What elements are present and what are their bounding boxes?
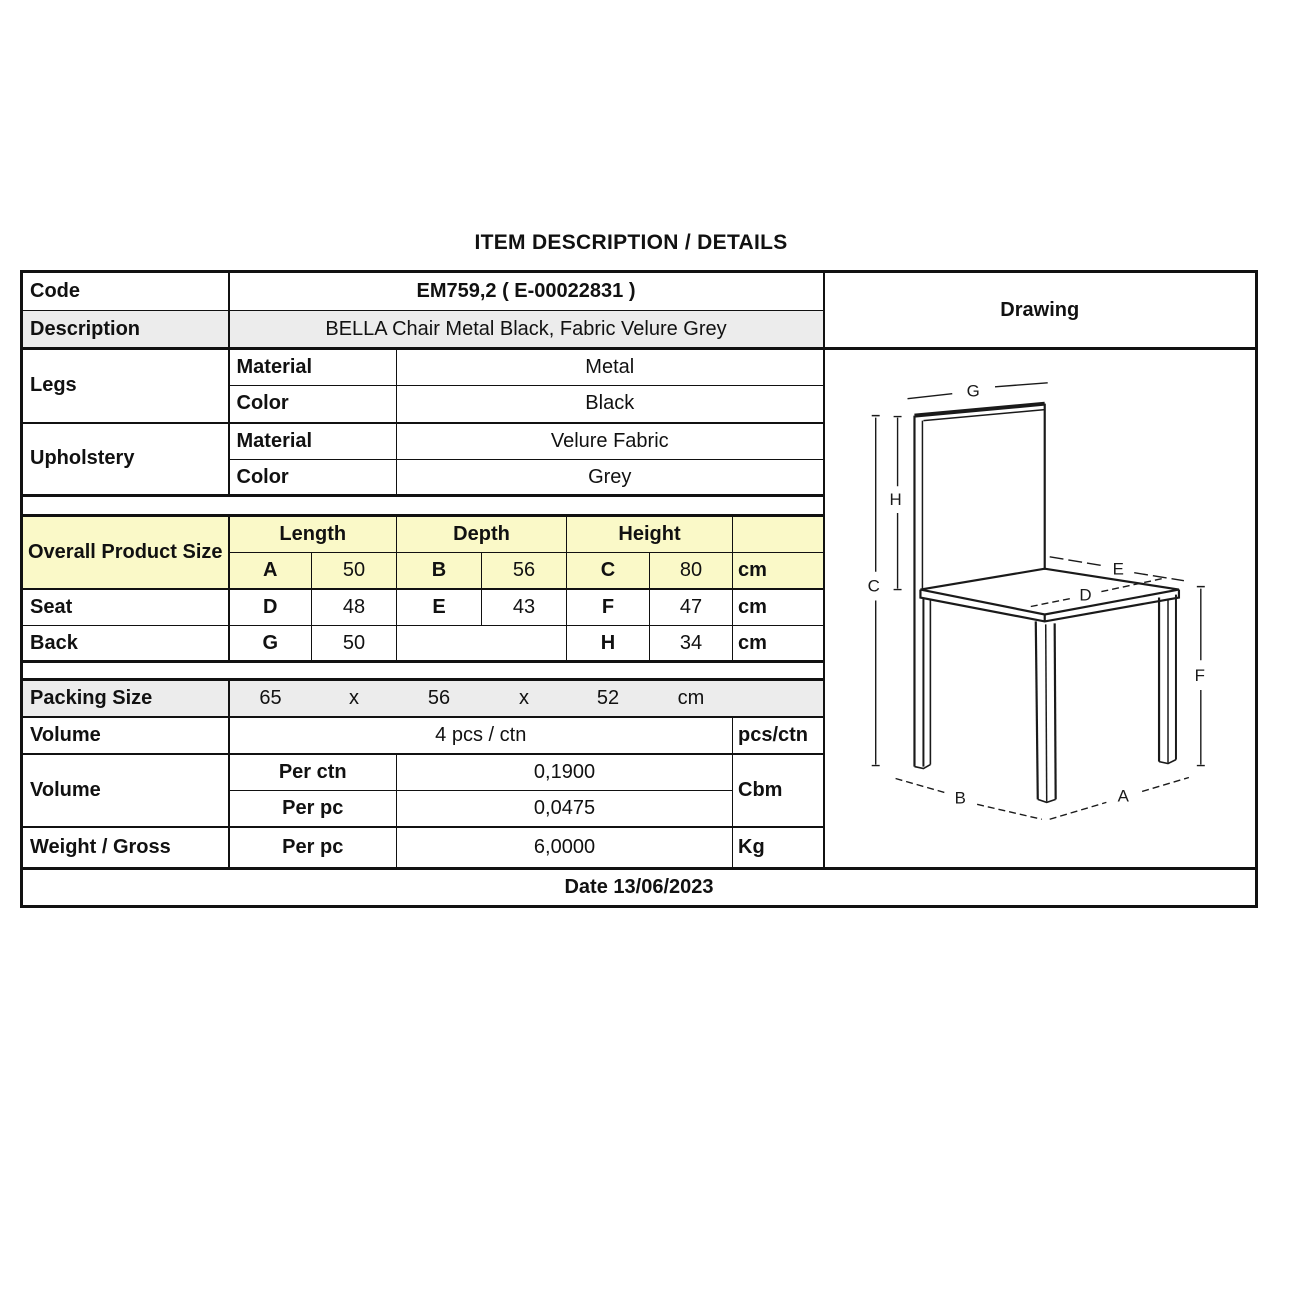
front-leg-right — [1054, 623, 1055, 799]
back-unit: cm — [733, 626, 824, 662]
length-header: Length — [229, 516, 397, 553]
description-label: Description — [22, 311, 229, 349]
dim-e-value: 43 — [482, 589, 567, 626]
date-row — [22, 869, 1257, 907]
dim-h-key: H — [567, 626, 650, 662]
dim-h-label: H — [888, 490, 902, 510]
weight-value: 6,0000 — [397, 827, 733, 869]
per-ctn-label: Per ctn — [229, 754, 397, 791]
dim-f-label: F — [1194, 666, 1205, 686]
upholstery-material-label: Material — [229, 423, 397, 460]
seat-thickness — [920, 590, 1178, 622]
legs-color-label: Color — [229, 386, 397, 423]
packing-x1: x — [312, 680, 397, 717]
packing-x2: x — [482, 680, 567, 717]
overall-unit: cm — [733, 553, 824, 589]
weight-per-pc-label: Per pc — [229, 827, 397, 869]
dim-b-line — [895, 779, 1041, 820]
dim-a-value: 50 — [312, 553, 397, 589]
upholstery-material-value: Velure Fabric — [397, 423, 824, 460]
page-title: ITEM DESCRIPTION / DETAILS — [474, 231, 788, 254]
dim-g-value: 50 — [312, 626, 397, 662]
legs-material-label: Material — [229, 349, 397, 386]
weight-label: Weight / Gross — [22, 827, 229, 869]
description-value: BELLA Chair Metal Black, Fabric Velure Grey — [229, 311, 824, 349]
dim-b-key: B — [397, 553, 482, 589]
drawing-canvas — [824, 349, 1257, 869]
per-pc-value: 0,0475 — [397, 791, 733, 827]
dim-c-key: C — [567, 553, 650, 589]
dim-c-value: 80 — [650, 553, 733, 589]
seat-unit: cm — [733, 589, 824, 626]
drawing-header: Drawing — [824, 272, 1257, 349]
dim-f-value: 47 — [650, 589, 733, 626]
overall-size-label: Overall Product Size — [22, 516, 229, 589]
legs-label: Legs — [22, 349, 229, 423]
dim-b-value: 56 — [482, 553, 567, 589]
dim-f-key: F — [567, 589, 650, 626]
upholstery-label: Upholstery — [22, 423, 229, 496]
back-depth-empty — [397, 626, 567, 662]
dim-a-label: A — [1117, 786, 1129, 806]
dim-h-value: 34 — [650, 626, 733, 662]
back-label: Back — [22, 626, 229, 662]
dim-c-label: C — [867, 576, 880, 596]
per-pc-label: Per pc — [229, 791, 397, 827]
dim-b-label: B — [954, 788, 966, 808]
upholstery-color-value: Grey — [397, 460, 824, 496]
date-text: Date 13/06/2023 — [22, 869, 1257, 907]
packing-depth: 56 — [397, 680, 482, 717]
spacer-cell — [22, 496, 824, 516]
volume-pcs-unit: pcs/ctn — [733, 717, 824, 754]
packing-empty — [733, 680, 824, 717]
dim-a-key: A — [229, 553, 312, 589]
dim-d-key: D — [229, 589, 312, 626]
spacer-cell — [22, 662, 824, 680]
packing-height: 52 — [567, 680, 650, 717]
front-leg-left — [1035, 621, 1037, 799]
dim-e-label: E — [1112, 559, 1124, 579]
volume-pcs-value: 4 pcs / ctn — [229, 717, 733, 754]
front-leg-mid — [1045, 624, 1046, 801]
dim-d-label: D — [1078, 585, 1092, 605]
legs-material-row — [22, 349, 1257, 386]
volume-cbm-unit: Cbm — [733, 754, 824, 827]
depth-header: Depth — [397, 516, 567, 553]
dim-g-label: G — [966, 381, 980, 401]
legs-material-value: Metal — [397, 349, 824, 386]
packing-label: Packing Size — [22, 680, 229, 717]
seat-label: Seat — [22, 589, 229, 626]
size-header-empty — [733, 516, 824, 553]
upholstery-color-label: Color — [229, 460, 397, 496]
seat-top — [920, 569, 1178, 615]
height-header: Height — [567, 516, 733, 553]
per-ctn-value: 0,1900 — [397, 754, 733, 791]
packing-length: 65 — [229, 680, 312, 717]
code-label: Code — [22, 272, 229, 311]
dim-g-key: G — [229, 626, 312, 662]
chair-drawing — [825, 350, 1256, 867]
dim-e-key: E — [397, 589, 482, 626]
volume-cbm-label: Volume — [22, 754, 229, 827]
backrest-top-edge — [914, 404, 1044, 416]
dim-d-value: 48 — [312, 589, 397, 626]
spec-table — [20, 270, 1258, 908]
weight-unit: Kg — [733, 827, 824, 869]
legs-color-value: Black — [397, 386, 824, 423]
code-row — [22, 272, 1257, 311]
packing-unit: cm — [650, 680, 733, 717]
code-value: EM759,2 ( E-00022831 ) — [229, 272, 824, 311]
volume-pcs-label: Volume — [22, 717, 229, 754]
